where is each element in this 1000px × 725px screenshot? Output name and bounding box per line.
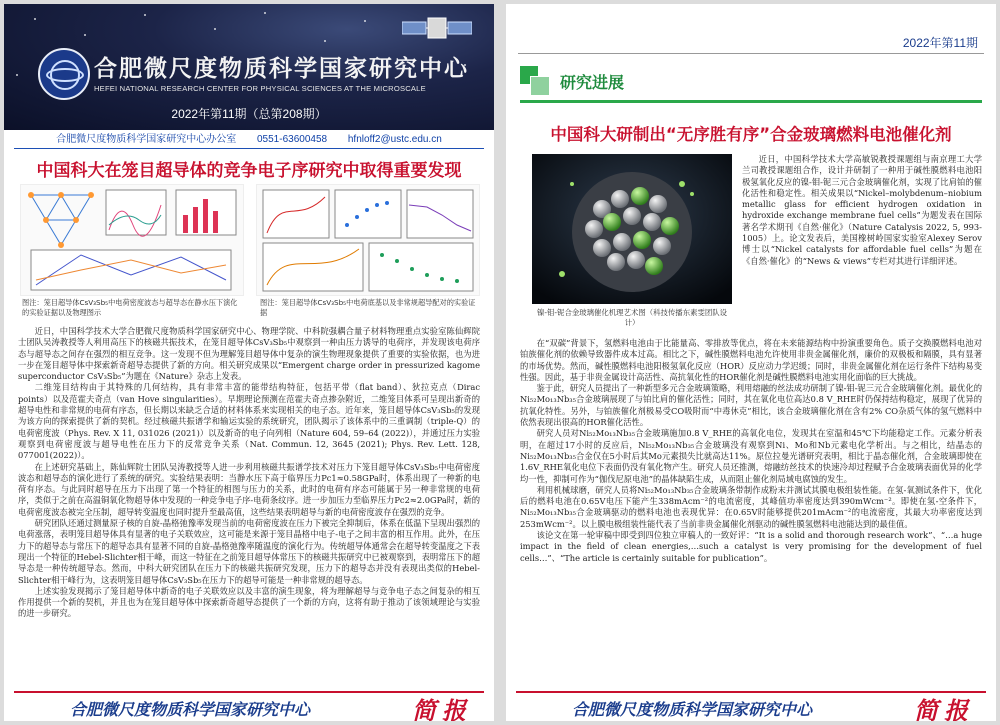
- article-title: 中国科大研制出“无序胜有序”合金玻璃燃料电池催化剂: [550, 125, 952, 144]
- catalyst-illustration: [532, 154, 732, 304]
- footer-org: 合肥微尺度物质科学国家研究中心: [70, 700, 311, 719]
- paragraph: 二维笼目结构由于其特殊的几何结构，具有非常丰富的能带结构特征，包括平带（flat band）、狄拉克点（Dirac points）以及范霍夫奇点（van Hove singularities）。早期理论预测在范霍夫奇点掺杂附近，二维笼目体系可呈现出新奇的超导电性和非常规的电荷有序态，但长期以来缺乏合适的材料体系来实现相关的电子态。近年来，笼目超导体CsV₃Sb₅的发现为该方向的探索提供了新的契机。经过核磁共振谱学和输运实验的系统研究，团队揭示了该体系中的三重调制（triple-Q）的电荷密度波（Phys. Rev. X 11, 031026 (2021)）以及新奇的电子向列相（Nature 604, 59–64 (2022)），并通过压力实验观察到电荷密度波与超导电性在压力下的反常竞争关系（Nat. Commun. 12, 3645 (2021); Phys. Rev. Lett. 128, 077001(2022)）。: [18, 382, 480, 461]
- paragraph: 该论文在第一轮审稿中即受到四位独立审稿人的一致好评：“It is a solid and thorough research work”、“…a huge impact in the field of clean energies,…such a catalyst is very promising for the development of fuel cells…”、“The article is certainly suitable for publication”。: [520, 530, 982, 563]
- paragraph: 在“双碳”背景下，氢燃料电池由于比能量高、零排放等优点，将在未来能源结构中扮演重要角色。质子交换膜燃料电池对铂族催化剂的依赖导致器件成本过高。相比之下，碱性膜燃料电池允许使用非贵金属催化剂，廉价的双极板和隔膜，具有显著的市场优势。然而，碱性膜燃料电池阳极氢氧化反应（HOR）反应动力学迟缓；同时，非贵金属催化剂在运行条件下结构易变性强。因此，基于非贵金属设计高活性、高抗氧化性的HOR催化剂是碱性膜燃料电池实用化面临的巨大挑战。: [520, 338, 982, 382]
- left-page: [4, 4, 494, 721]
- paragraph: 近日，中国科学技术大学合肥微尺度物质科学国家研究中心、物理学院、中科院强耦合量子材料物理重点实验室陈仙辉院士团队吴涛教授等人利用高压下的核磁共振技术，在笼目超导体CsV₃Sb₅中观察到一种由压力诱导的电荷序，并发现该电荷序态与超导态之间存在强烈的相互竞争。这一发现不但为理解笼目超导体中复杂的演生物理现象提供了重要的实验依据，也为进一步在笼目超导体中探索新奇超导态提供了新的方向。相关研究成果以“Emergent charge order in pressurized kagome superconductor CsV₃Sb₅”为题在《Nature》杂志上发表。: [18, 326, 480, 382]
- paragraph: 利用机械球磨，研究人员将Ni₅₂Mo₁₃Nb₃₅合金玻璃条带制作成粉末并测试其膜电极组装性能。在氢-氧测试条件下，优化后的燃料电池在0.65V电压下能产生338mAcm⁻²的电流密度，其峰值功率密度达到390mWcm⁻²。即使在氢-空条件下，Ni₅₂Mo₁₃Nb₃₅合金玻璃驱动的燃料电池也表现优异：在0.65V时能够提供201mAcm⁻²的电流密度，其最大功率密度达到253mWcm⁻²。以上膜电极组装性能代表了当前非贵金属催化剂驱动的碱性膜氢燃料电池能达到的最佳值。: [520, 484, 982, 529]
- illustration-caption: 镍-钼-铌合金玻璃催化机理艺术图（科技传播东素雯团队设计）: [536, 308, 728, 327]
- article-body: [520, 338, 982, 686]
- divider: [518, 53, 984, 54]
- contact-bar: [4, 130, 494, 144]
- paragraph: 鉴于此，研究人员提出了一种新型多元合金玻璃策略，利用熔融的丝法成功研制了镍-钼-铌三元合金玻璃催化剂。最优化的Ni₅₂Mo₁₃Nb₃₅合金玻璃展现了与铂比肩的催化活性；同时，其在氧化电位高达0.8 V_RHE时仍保持结构稳定，展现了优异的抗氧化特性。另外，与铂族催化剂极易受CO吸附而“中毒休克”相比，该合金玻璃催化剂在含有2% CO杂质气体的氢气燃料中依然表现出很高的HOR催化活性。: [520, 383, 982, 428]
- header-banner: [4, 4, 494, 130]
- paragraph: 研究团队还通过测量原子核的自旋-晶格弛豫率发现当前的电荷密度波在压力下被完全抑制后，体系在低温下呈现出强烈的电荷涨落，表明笼目超导体具有显著的电子关联效应，这可能是来源于笼目晶格中电子-电子之间丰富的相互作用。此外，在压力下的超导态与常压下的超导态具有显著不同的自旋-晶格弛豫率随温度的演化行为。传统超导体通常会在超导转变温度之下表现出一个特征的Hebel-Slichter相干峰，而这一特征在之前笼目超导体常压下的核磁共振研究中已被观察到，表明常压下的超导态是一种传统超导态。然而，中科大研究团队在压力下的核磁共振研究发现，压力下的超导态并没有表现出类似的Hebel-Slichter相干峰行为，这表明笼目超导体CsV₃Sb₅在压力下的超导可能是一种非常规的超导态。: [18, 518, 480, 585]
- issue-number: 2022年第11期: [902, 36, 978, 50]
- issue-number: 2022年第11期（总第208期）: [171, 107, 327, 121]
- paragraph: 在上述研究基础上，陈仙辉院士团队吴涛教授等人进一步利用核磁共振谱学技术对压力下笼目超导体CsV₃Sb₅中电荷密度波态和超导态的演化进行了系统的研究。实验结果表明：当静水压下高于临界压力Pc1≈0.58GPa时，体系出现了一种新的电荷有序态。与此同时超导在压力下出现了第一个特征的相图与压力的关系，此时的电荷有序态可能属于另一种非常规的电荷序，类似于之前在高温铜氧化物超导体中发现的一种竞争电子序-电荷条纹序。进一步加压力至临界压力Pc2≈2.0GPa时，新的电荷密度波态被完全压制，超导转变温度也同时提升至最高值，这些结果表明超导与新的电荷密度波存在强烈的竞争。: [18, 461, 480, 517]
- figure-2-graphic: [257, 185, 479, 295]
- footer-brand: 简报: [914, 696, 974, 721]
- section-rule: [520, 100, 982, 103]
- office-name: 合肥微尺度物质科学国家研究中心办公室: [56, 134, 237, 145]
- org-name-en: HEFEI NATIONAL RESEARCH CENTER FOR PHYSICAL SCIENCES AT THE MICROSCALE: [94, 84, 426, 93]
- right-page: [506, 4, 996, 721]
- figure-2: [256, 184, 480, 296]
- figure-2-caption: 图注：笼目超导体CsV₃Sb₅中电荷底基以及非常规超导配对的实验证据: [260, 298, 476, 317]
- section-label: 研究进展: [560, 73, 625, 92]
- paragraph: 研究人员对Ni₅₂Mo₁₃Nb₃₅合金玻璃施加0.8 V_RHE的高氧化电位，发现其在室温和45℃下均能稳定工作。元素分析表明，在超过17小时的反应后，Ni₅₂Mo₁₃Nb₃₅合金玻璃没有观察到Ni、Mo和Nb元素电化学析出。与之相比，结晶态的Ni₅₂Mo₁₃Nb₃₅合金仅在5小时后其Mo元素损失比就高达11%。原位拉曼光谱研究表明，相比于晶态催化剂，合金玻璃即使在1.6V_RHE氧化电位下表面仍没有氧化物产生。研究人员还推测，熔融纺丝技术的快速冷却过程赋予合金玻璃表面优异的化学均一性，抑制可作为“伽伐尼原电池”的晶体缺陷生成，从而阻止催化剂局域电腐蚀的发生。: [520, 428, 982, 484]
- figure-1: [20, 184, 244, 296]
- center-logo: [38, 48, 90, 100]
- article-title: 中国科大在笼目超导体的竞争电子序研究中取得重要发现: [36, 161, 462, 181]
- footer-brand: 简报: [412, 696, 472, 721]
- office-email[interactable]: hfnloff2@ustc.edu.cn: [347, 134, 442, 145]
- paragraph: 上述实验发现揭示了笼目超导体中新奇的电子关联效应以及丰富的演生现象，将为理解超导与竞争电子态之间复杂的相互作用提供一个新的契机，并且也为在笼目超导体中探索新奇超导态提供了一个新的方向，这将有助于推动了该领域理论与实验的进一步研究。: [18, 585, 480, 619]
- article-intro: [742, 154, 982, 329]
- org-name-cn: 合肥微尺度物质科学国家研究中心: [94, 55, 469, 82]
- footer-org: 合肥微尺度物质科学国家研究中心: [572, 700, 813, 719]
- paragraph: 近日，中国科学技术大学高敏锐教授课题组与南京理工大学兰司教授课题组合作，设计并研制了一种用于碱性膜燃料电池阳极氢氧化反应的镍-钼-铌三元合金玻璃催化剂，实现了比肩铂的催化活性和稳定性。相关成果以“Nickel–molybdenum–niobium metallic glass for efficient hydrogen oxidation in hydroxide exchange membrane fuel cells”为题发表在国际著名学术期刊《自然·催化》（Nature Catalysis 2022, 5, 993-1005）上。论文发表后，美国橡树岭国家实验室Alexey Serov博士以“Nickel catalysts for affordable fuel cells”为题在《自然·催化》的“News & views”专栏对其进行详细评述。: [742, 154, 982, 266]
- section-icon: [520, 66, 552, 98]
- article-body: [18, 326, 480, 688]
- footer: [506, 691, 996, 721]
- office-phone: 0551-63600458: [257, 134, 328, 145]
- figure-1-caption: 图注：笼目超导体CsV₃Sb₅中电荷密度波态与超导态在静水压下演化的实验证据以及物理图示: [22, 298, 238, 317]
- footer: [4, 691, 494, 721]
- satellite-icon: [402, 8, 472, 48]
- figure-1-graphic: [21, 185, 243, 295]
- divider: [14, 148, 484, 149]
